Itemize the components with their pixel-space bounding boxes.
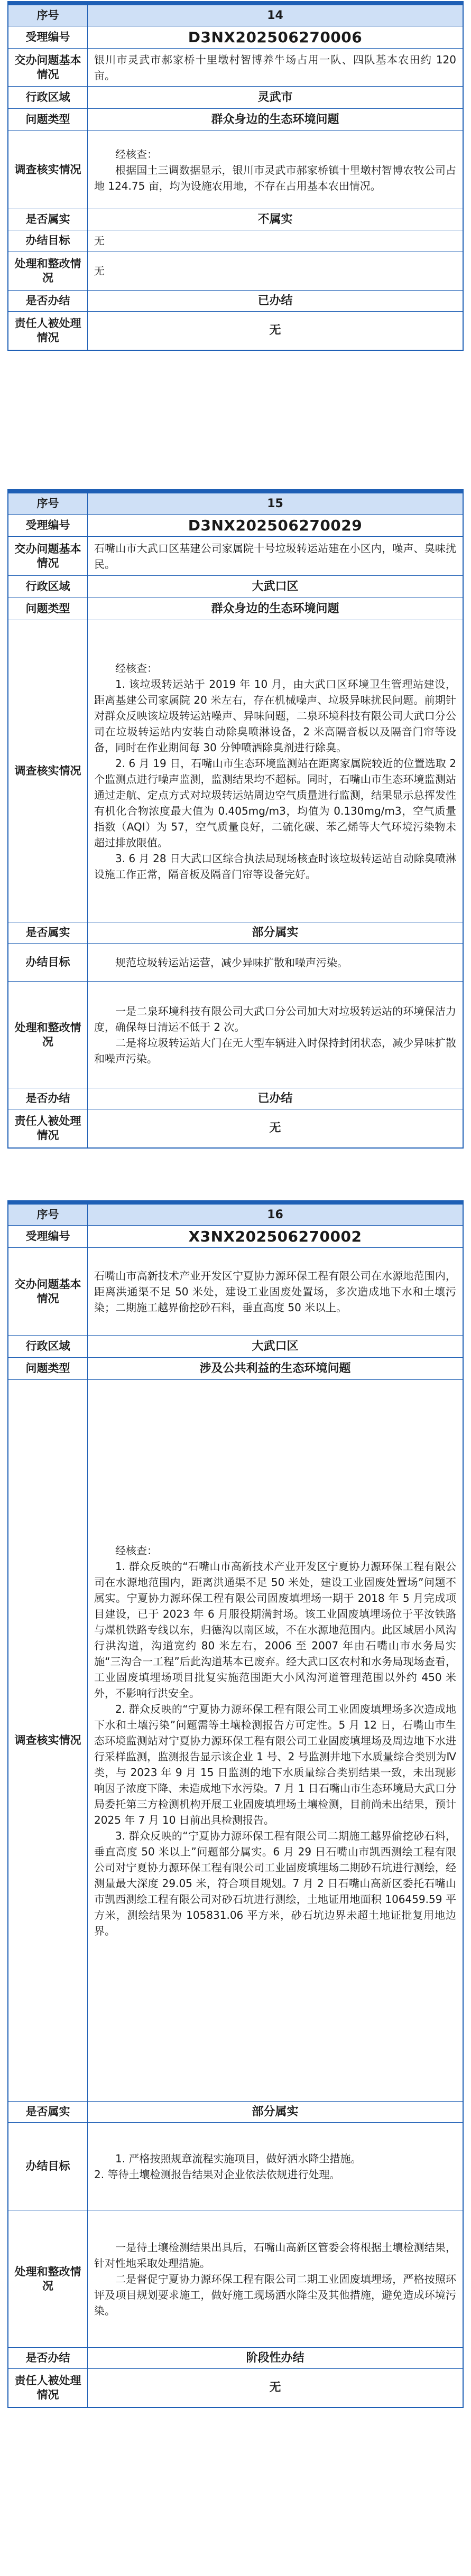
case-card-15 bbox=[7, 492, 464, 1149]
label-seq: 序号 bbox=[8, 1205, 88, 1225]
label-goal: 办结目标 bbox=[8, 2123, 88, 2210]
label-code: 受理编号 bbox=[8, 515, 88, 536]
row-goal bbox=[8, 2123, 463, 2210]
label-handling: 处理和整改情况 bbox=[8, 251, 88, 290]
label-accountability: 责任人被处理情况 bbox=[8, 2369, 88, 2407]
row-investigation bbox=[8, 620, 463, 922]
label-issue: 交办问题基本情况 bbox=[8, 49, 88, 86]
case-completed: 已办结 bbox=[257, 294, 293, 307]
row-code bbox=[8, 515, 463, 537]
case-accountability: 无 bbox=[269, 2381, 281, 2394]
case-type: 群众身边的生态环境问题 bbox=[211, 113, 339, 126]
case-card-14 bbox=[7, 4, 464, 351]
row-handling bbox=[8, 251, 463, 291]
case-goal: 1. 严格按照规章流程实施项目，做好洒水降尘措施。 2. 等待土壤检测报告结果对企业依法依规进行处理。 bbox=[94, 2152, 362, 2181]
case-card-16 bbox=[7, 1203, 464, 2408]
case-handling: 一是二泉环境科技有限公司大武口分公司加大对垃圾转运站的环境保洁力度，确保每日清运不低于 2 次。 二是将垃圾转运站大门在无大型车辆进入时保持封闭状态，减少异味扩散和噪声污染。 bbox=[94, 1004, 456, 1065]
label-investigation: 调查核实情况 bbox=[8, 131, 88, 209]
row-investigation bbox=[8, 131, 463, 209]
row-region bbox=[8, 1336, 463, 1358]
label-verified: 是否属实 bbox=[8, 2102, 88, 2122]
label-investigation: 调查核实情况 bbox=[8, 620, 88, 922]
row-completed bbox=[8, 291, 463, 312]
row-code bbox=[8, 1226, 463, 1248]
row-verified bbox=[8, 209, 463, 230]
case-investigation: 经核查： 1. 该垃圾转运站于 2019 年 10 月，由大武口区环境卫生管理站建设，距离基建公司家属院 20 米左右，存在机械噪声、垃圾异味扰民问题。前期针对群众反映该垃圾转运站噪声、异味问题，二泉环境科技有限公司大武口分公司在垃圾转运站内安装自动除臭喷淋设备，2 米高隔音板以及隔音门帘等设备，同时在作业期间每 30 分钟喷洒除臭剂进行除臭。 2. 6 月 19 日，石嘴山市生态环境监测站在距离家属院较近的位置选取 2 个监测点进行噪声监测，监测结果均不超标。同时，石嘴山市生态环境监测站通过走航、定点方式对垃圾转运站周边空气质量进行监测，结果显示总挥发性有机化合物浓度最大值为 0.405mg/m3，均值为 0.130mg/m3，空气质量指数（AQI）为 57，空气质量良好，二硫化碳、苯乙烯等大气环境污染物未超过排放限值。 3. 6 月 28 日大武口区综合执法局现场核查时该垃圾转运站自动除臭喷淋设施工作正常，隔音板及隔音门帘等设备完好。 bbox=[94, 661, 456, 881]
row-goal bbox=[8, 944, 463, 982]
label-type: 问题类型 bbox=[8, 109, 88, 130]
label-handling: 处理和整改情况 bbox=[8, 982, 88, 1088]
row-accountability bbox=[8, 1109, 463, 1147]
label-completed: 是否办结 bbox=[8, 291, 88, 311]
case-investigation: 经核查： 1. 群众反映的“石嘴山市高新技术产业开发区宁夏协力源环保工程有限公司在水源地范围内，距离洪通渠不足 50 米处，建设工业固废处置场”问题不属实。宁夏协力源环保工程有限公司固废填埋场一期于 2018 年 5 月完成项目建设，已于 2023 年 6 月服役期满封场。该工业固废填埋场位于平汝铁路与煤机铁路专线以东，归德沟以南区域，不在水源地范围内。此区域居小风沟行洪沟道，沟道宽约 80 米左右，2006 至 2007 年由石嘴山市水务局实施“三沟合一工程”后此沟道基本已废弃。经大武口区农村和水务局现场查看，工业固废填埋场项目批复实施范围距大小风沟河道管理范围以外约 450 米外，不影响行洪安全。 2. 群众反映的“宁夏协力源环保工程有限公司工业固废填埋场多次造成地下水和土壤污染”问题需等土壤检测报告方可定性。5 月 12 日，石嘴山市生态环境监测站对宁夏协力源环保工程有限公司工业固废填埋场及周边地下水进行采样监测，监测报告显示该企业 1 号、2 号监测井地下水质量综合类别为Ⅳ类，与 2023 年 9 月 15 日监测的地下水质量综合类别结果一致，未出现影响因子浓度下降、未造成地下水污染。7 月 1 日石嘴山市生态环境局大武口分局委托第三方检测机构开展工业固废填埋场土壤检测，目前尚未出结果，预计 2025 年 7 月 10 日前出具检测报告。 3. 群众反映的“宁夏协力源环保工程有限公司二期施工越界偷挖砂石料，垂直高度 50 米以上”问题部分属实。6 月 29 日石嘴山市凯西测绘工程有限公司对宁夏协力源环保工程有限公司工业固废填埋场二期砂石坑进行测绘，经测量最大深度 29.05 米，符合项目规划。7 月 2 日石嘴山高新区委托石嘴山市凯西测绘工程有限公司对砂石坑进行测绘，土地证用地面积 106459.59 平方米，测绘结果为 105831.06 平方米，砂石坑边界未超土地证批复用地边界。 bbox=[94, 1544, 456, 1937]
label-region: 行政区域 bbox=[8, 576, 88, 598]
row-region bbox=[8, 576, 463, 598]
case-accountability: 无 bbox=[269, 1122, 281, 1135]
label-issue: 交办问题基本情况 bbox=[8, 537, 88, 575]
case-verified: 不属实 bbox=[257, 212, 293, 226]
label-accountability: 责任人被处理情况 bbox=[8, 312, 88, 350]
label-seq: 序号 bbox=[8, 493, 88, 514]
label-code: 受理编号 bbox=[8, 26, 88, 48]
label-type: 问题类型 bbox=[8, 1358, 88, 1379]
case-region: 大武口区 bbox=[252, 580, 299, 593]
label-investigation: 调查核实情况 bbox=[8, 1380, 88, 2101]
label-goal: 办结目标 bbox=[8, 944, 88, 981]
case-code: D3NX202506270029 bbox=[188, 516, 363, 534]
row-issue bbox=[8, 49, 463, 87]
case-handling: 无 bbox=[94, 264, 105, 277]
case-seq: 15 bbox=[88, 493, 463, 514]
row-completed bbox=[8, 2348, 463, 2369]
row-type bbox=[8, 109, 463, 131]
case-region: 灵武市 bbox=[257, 90, 293, 104]
row-verified bbox=[8, 2102, 463, 2123]
row-handling bbox=[8, 982, 463, 1088]
case-investigation: 经核查： 根据国土三调数据显示，银川市灵武市郝家桥镇十里墩村智博农牧公司占地 124.75 亩，均为设施农用地，不存在占用基本农田情况。 bbox=[94, 147, 456, 192]
row-seq bbox=[8, 493, 463, 515]
label-accountability: 责任人被处理情况 bbox=[8, 1109, 88, 1147]
label-type: 问题类型 bbox=[8, 598, 88, 620]
case-code: X3NX202506270002 bbox=[188, 1227, 362, 1245]
case-completed: 已办结 bbox=[257, 1091, 293, 1105]
row-type bbox=[8, 598, 463, 620]
row-type bbox=[8, 1358, 463, 1380]
label-goal: 办结目标 bbox=[8, 230, 88, 251]
row-verified bbox=[8, 922, 463, 944]
case-region: 大武口区 bbox=[252, 1339, 299, 1353]
label-issue: 交办问题基本情况 bbox=[8, 1248, 88, 1335]
case-goal: 无 bbox=[94, 234, 105, 247]
label-verified: 是否属实 bbox=[8, 922, 88, 943]
row-issue bbox=[8, 537, 463, 576]
case-issue: 石嘴山市高新技术产业开发区宁夏协力源环保工程有限公司在水源地范围内，距离洪通渠不足 50 米处，建设工业固废处置场，多次造成地下水和土壤污染；二期施工越界偷挖砂石料，垂直高度 50 米以上。 bbox=[94, 1269, 456, 1314]
row-accountability bbox=[8, 312, 463, 350]
label-completed: 是否办结 bbox=[8, 2348, 88, 2368]
case-seq: 14 bbox=[88, 5, 463, 26]
row-issue bbox=[8, 1248, 463, 1336]
row-investigation bbox=[8, 1380, 463, 2102]
label-completed: 是否办结 bbox=[8, 1088, 88, 1109]
case-verified: 部分属实 bbox=[252, 926, 299, 939]
label-region: 行政区域 bbox=[8, 1336, 88, 1357]
case-handling: 一是待土壤检测结果出具后，石嘴山高新区管委会将根据土壤检测结果，针对性地采取处理措施。 二是督促宁夏协力源环保工程有限公司二期工业固废填埋场，严格按照环评及项目规划要求施工，做好施工现场洒水降尘及其他措施，避免造成环境污染。 bbox=[94, 2241, 456, 2317]
row-code bbox=[8, 26, 463, 49]
label-handling: 处理和整改情况 bbox=[8, 2210, 88, 2347]
case-issue: 银川市灵武市郝家桥十里墩村智博养牛场占用一队、四队基本农田约 120 亩。 bbox=[94, 53, 456, 82]
row-seq bbox=[8, 1205, 463, 1226]
label-code: 受理编号 bbox=[8, 1226, 88, 1247]
row-accountability bbox=[8, 2369, 463, 2407]
case-code: D3NX202506270006 bbox=[188, 28, 363, 46]
row-region bbox=[8, 87, 463, 109]
row-completed bbox=[8, 1088, 463, 1109]
row-goal bbox=[8, 230, 463, 251]
case-issue: 石嘴山市大武口区基建公司家属院十号垃圾转运站建在小区内，噪声、臭味扰民。 bbox=[94, 542, 456, 571]
case-verified: 部分属实 bbox=[252, 2105, 299, 2118]
case-goal: 规范垃圾转运站运营，减少异味扩散和噪声污染。 bbox=[115, 956, 348, 969]
case-completed: 阶段性办结 bbox=[246, 2351, 304, 2365]
case-accountability: 无 bbox=[269, 324, 281, 337]
case-type: 群众身边的生态环境问题 bbox=[211, 602, 339, 615]
label-verified: 是否属实 bbox=[8, 209, 88, 230]
row-seq bbox=[8, 5, 463, 26]
label-seq: 序号 bbox=[8, 5, 88, 26]
case-type: 涉及公共利益的生态环境问题 bbox=[199, 1361, 351, 1375]
label-region: 行政区域 bbox=[8, 87, 88, 108]
row-handling bbox=[8, 2210, 463, 2348]
case-seq: 16 bbox=[88, 1205, 463, 1225]
